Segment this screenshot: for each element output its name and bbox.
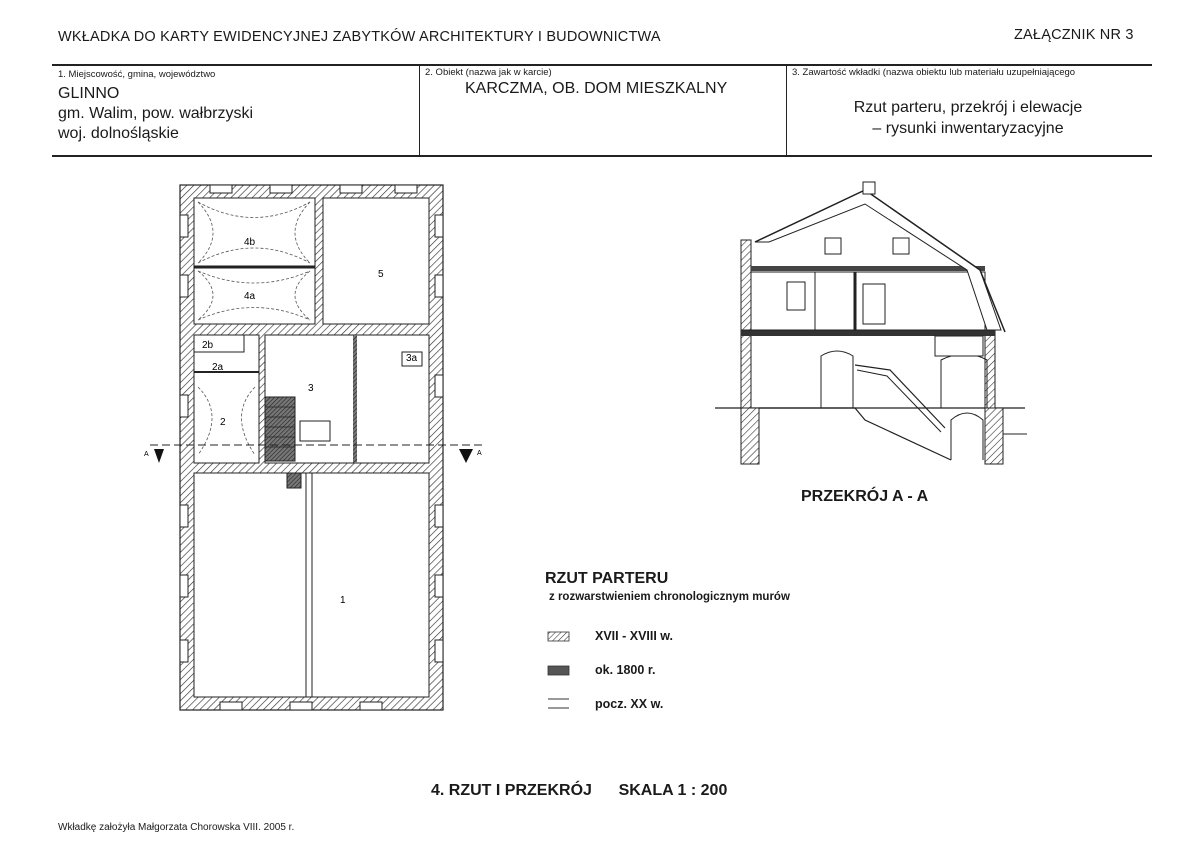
legend-title: RZUT PARTERU <box>545 570 669 587</box>
table-divider-1 <box>419 65 420 156</box>
table-divider-2 <box>786 65 787 156</box>
table-bottom-rule <box>52 155 1152 157</box>
room-label-2b: 2b <box>202 340 214 351</box>
room-label-2: 2 <box>220 417 226 428</box>
attachment-number: ZAŁĄCZNIK NR 3 <box>1014 27 1134 43</box>
room-label-4a: 4a <box>244 291 256 302</box>
table-top-rule <box>52 64 1152 66</box>
legend-swatches <box>547 629 571 714</box>
room-label-2a: 2a <box>212 362 224 373</box>
room-label-3: 3 <box>308 383 314 394</box>
section-title: PRZEKRÓJ A - A <box>801 488 929 505</box>
section-drawing <box>715 180 1035 470</box>
legend-item-3: pocz. XX w. <box>595 697 664 711</box>
legend-swatch-hatched <box>548 632 569 641</box>
section-marker-left: A <box>144 451 149 458</box>
author-note: Wkładkę założyła Małgorzata Chorowska VIII. 2005 r. <box>58 822 295 833</box>
legend-subtitle: z rozwarstwieniem chronologicznym murów <box>549 591 790 603</box>
room-label-5: 5 <box>378 269 384 280</box>
room-label-3a: 3a <box>406 353 418 364</box>
scale-caption: 4. RZUT I PRZEKRÓJ SKALA 1 : 200 <box>431 782 728 799</box>
legend-item-2: ok. 1800 r. <box>595 663 656 677</box>
location-town: GLINNO <box>58 85 120 102</box>
object-value: KARCZMA, OB. DOM MIESZKALNY <box>465 80 728 97</box>
contents-line-2: – rysunki inwentaryzacyjne <box>872 120 1064 137</box>
room-label-4b: 4b <box>244 237 256 248</box>
room-label-1: 1 <box>340 595 346 606</box>
legend-item-1: XVII - XVIII w. <box>595 629 674 643</box>
section-marker-right: A <box>477 450 482 457</box>
contents-label: 3. Zawartość wkładki (nazwa obiektu lub materiału uzupełniającego <box>792 67 1076 78</box>
location-commune: gm. Walim, pow. wałbrzyski <box>58 105 253 122</box>
location-voivodeship: woj. dolnośląskie <box>58 125 179 142</box>
floor-plan-drawing <box>140 175 500 720</box>
document-title: WKŁADKA DO KARTY EWIDENCYJNEJ ZABYTKÓW ARCHITEKTURY I BUDOWNICTWA <box>58 29 661 45</box>
object-label: 2. Obiekt (nazwa jak w karcie) <box>425 67 552 78</box>
location-label: 1. Miejscowość, gmina, województwo <box>58 69 216 80</box>
contents-line-1: Rzut parteru, przekrój i elewacje <box>853 99 1083 116</box>
legend-swatch-dense <box>548 666 569 675</box>
